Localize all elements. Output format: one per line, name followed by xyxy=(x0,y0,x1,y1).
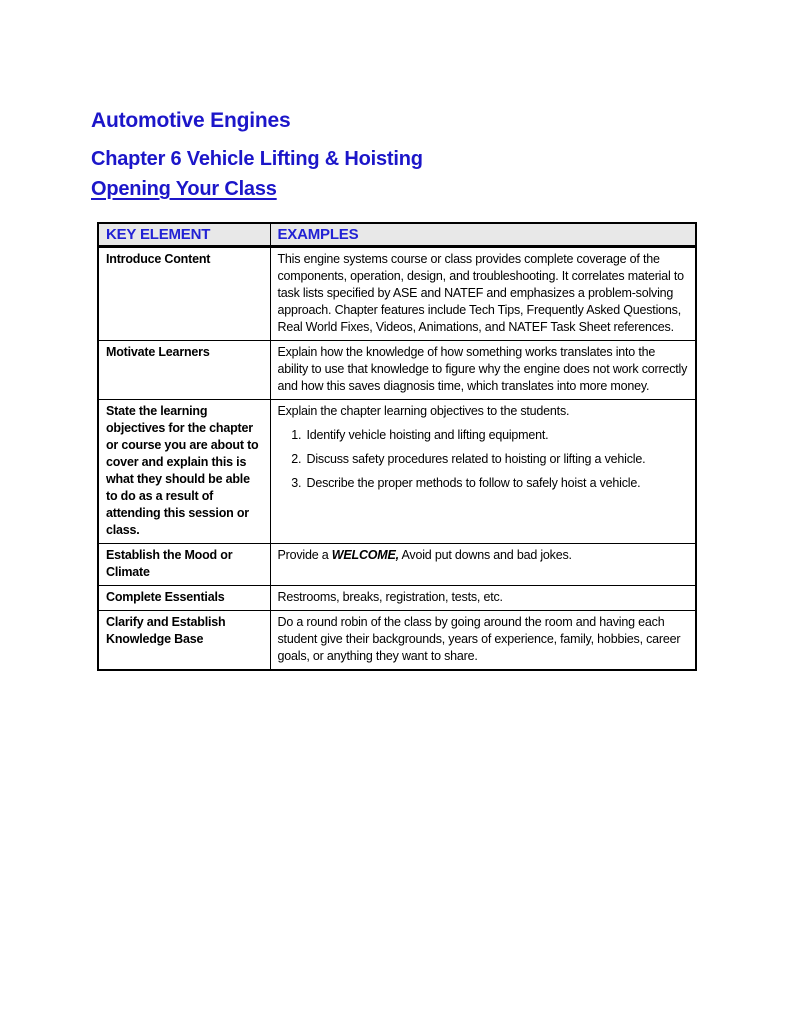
table-header-row xyxy=(98,223,696,247)
examples-cell xyxy=(270,544,696,586)
key-element-cell: Motivate Learners xyxy=(98,341,270,400)
document-title: Automotive Engines xyxy=(91,109,291,132)
table-row-establish-mood xyxy=(98,544,696,586)
key-element-cell: Introduce Content xyxy=(98,247,270,341)
table-row-complete-essentials xyxy=(98,586,696,611)
table-row-clarify-knowledge xyxy=(98,611,696,671)
objectives-intro-text: Explain the chapter learning objectives to the students. xyxy=(277,404,570,418)
examples-cell xyxy=(270,400,696,544)
section-heading: Opening Your Class xyxy=(91,178,277,200)
examples-cell: Do a round robin of the class by going around the room and having each student give their backgrounds, years of experience, family, hobbies, career goals, or anything they want to share. xyxy=(270,611,696,671)
objective-item-1: 1. Identify vehicle hoisting and lifting equipment. xyxy=(305,427,689,444)
welcome-prefix-text: Provide a xyxy=(277,548,332,562)
examples-cell: This engine systems course or class provides complete coverage of the components, operation, design, and troubleshooting. It correlates material to task lists specified by ASE and NATEF and emphasizes a problem-solving approach. Chapter features include Tech Tips, Frequently Asked Questions, Real World Fixes, Videos, Animations, and NATEF Task Sheet references. xyxy=(270,247,696,341)
table-row-learning-objectives xyxy=(98,400,696,544)
objective-item-3: 3. Describe the proper methods to follow to safely hoist a vehicle. xyxy=(305,475,689,492)
examples-cell: Restrooms, breaks, registration, tests, etc. xyxy=(270,586,696,611)
key-element-cell: Clarify and Establish Knowledge Base xyxy=(98,611,270,671)
key-element-cell: Establish the Mood or Climate xyxy=(98,544,270,586)
examples-cell: Explain how the knowledge of how something works translates into the ability to use that knowledge to figure why the engine does not work correctly and how this saves diagnosis time, which translates into more money. xyxy=(270,341,696,400)
objectives-list xyxy=(278,427,689,492)
welcome-suffix-text: Avoid put downs and bad jokes. xyxy=(398,548,572,562)
table-row-introduce-content xyxy=(98,247,696,341)
welcome-emphasis-text: WELCOME, xyxy=(331,548,399,562)
key-element-table xyxy=(97,222,697,671)
chapter-heading: Chapter 6 Vehicle Lifting & Hoisting xyxy=(91,148,423,170)
key-element-cell: Complete Essentials xyxy=(98,586,270,611)
objective-item-2: 2. Discuss safety procedures related to hoisting or lifting a vehicle. xyxy=(305,451,689,468)
key-element-cell: State the learning objectives for the chapter or course you are about to cover and explain this is what they should be able to do as a result of attending this session or class. xyxy=(98,400,270,544)
column-header-key-element: KEY ELEMENT xyxy=(98,223,270,247)
column-header-examples: EXAMPLES xyxy=(270,223,696,247)
table-row-motivate-learners xyxy=(98,341,696,400)
